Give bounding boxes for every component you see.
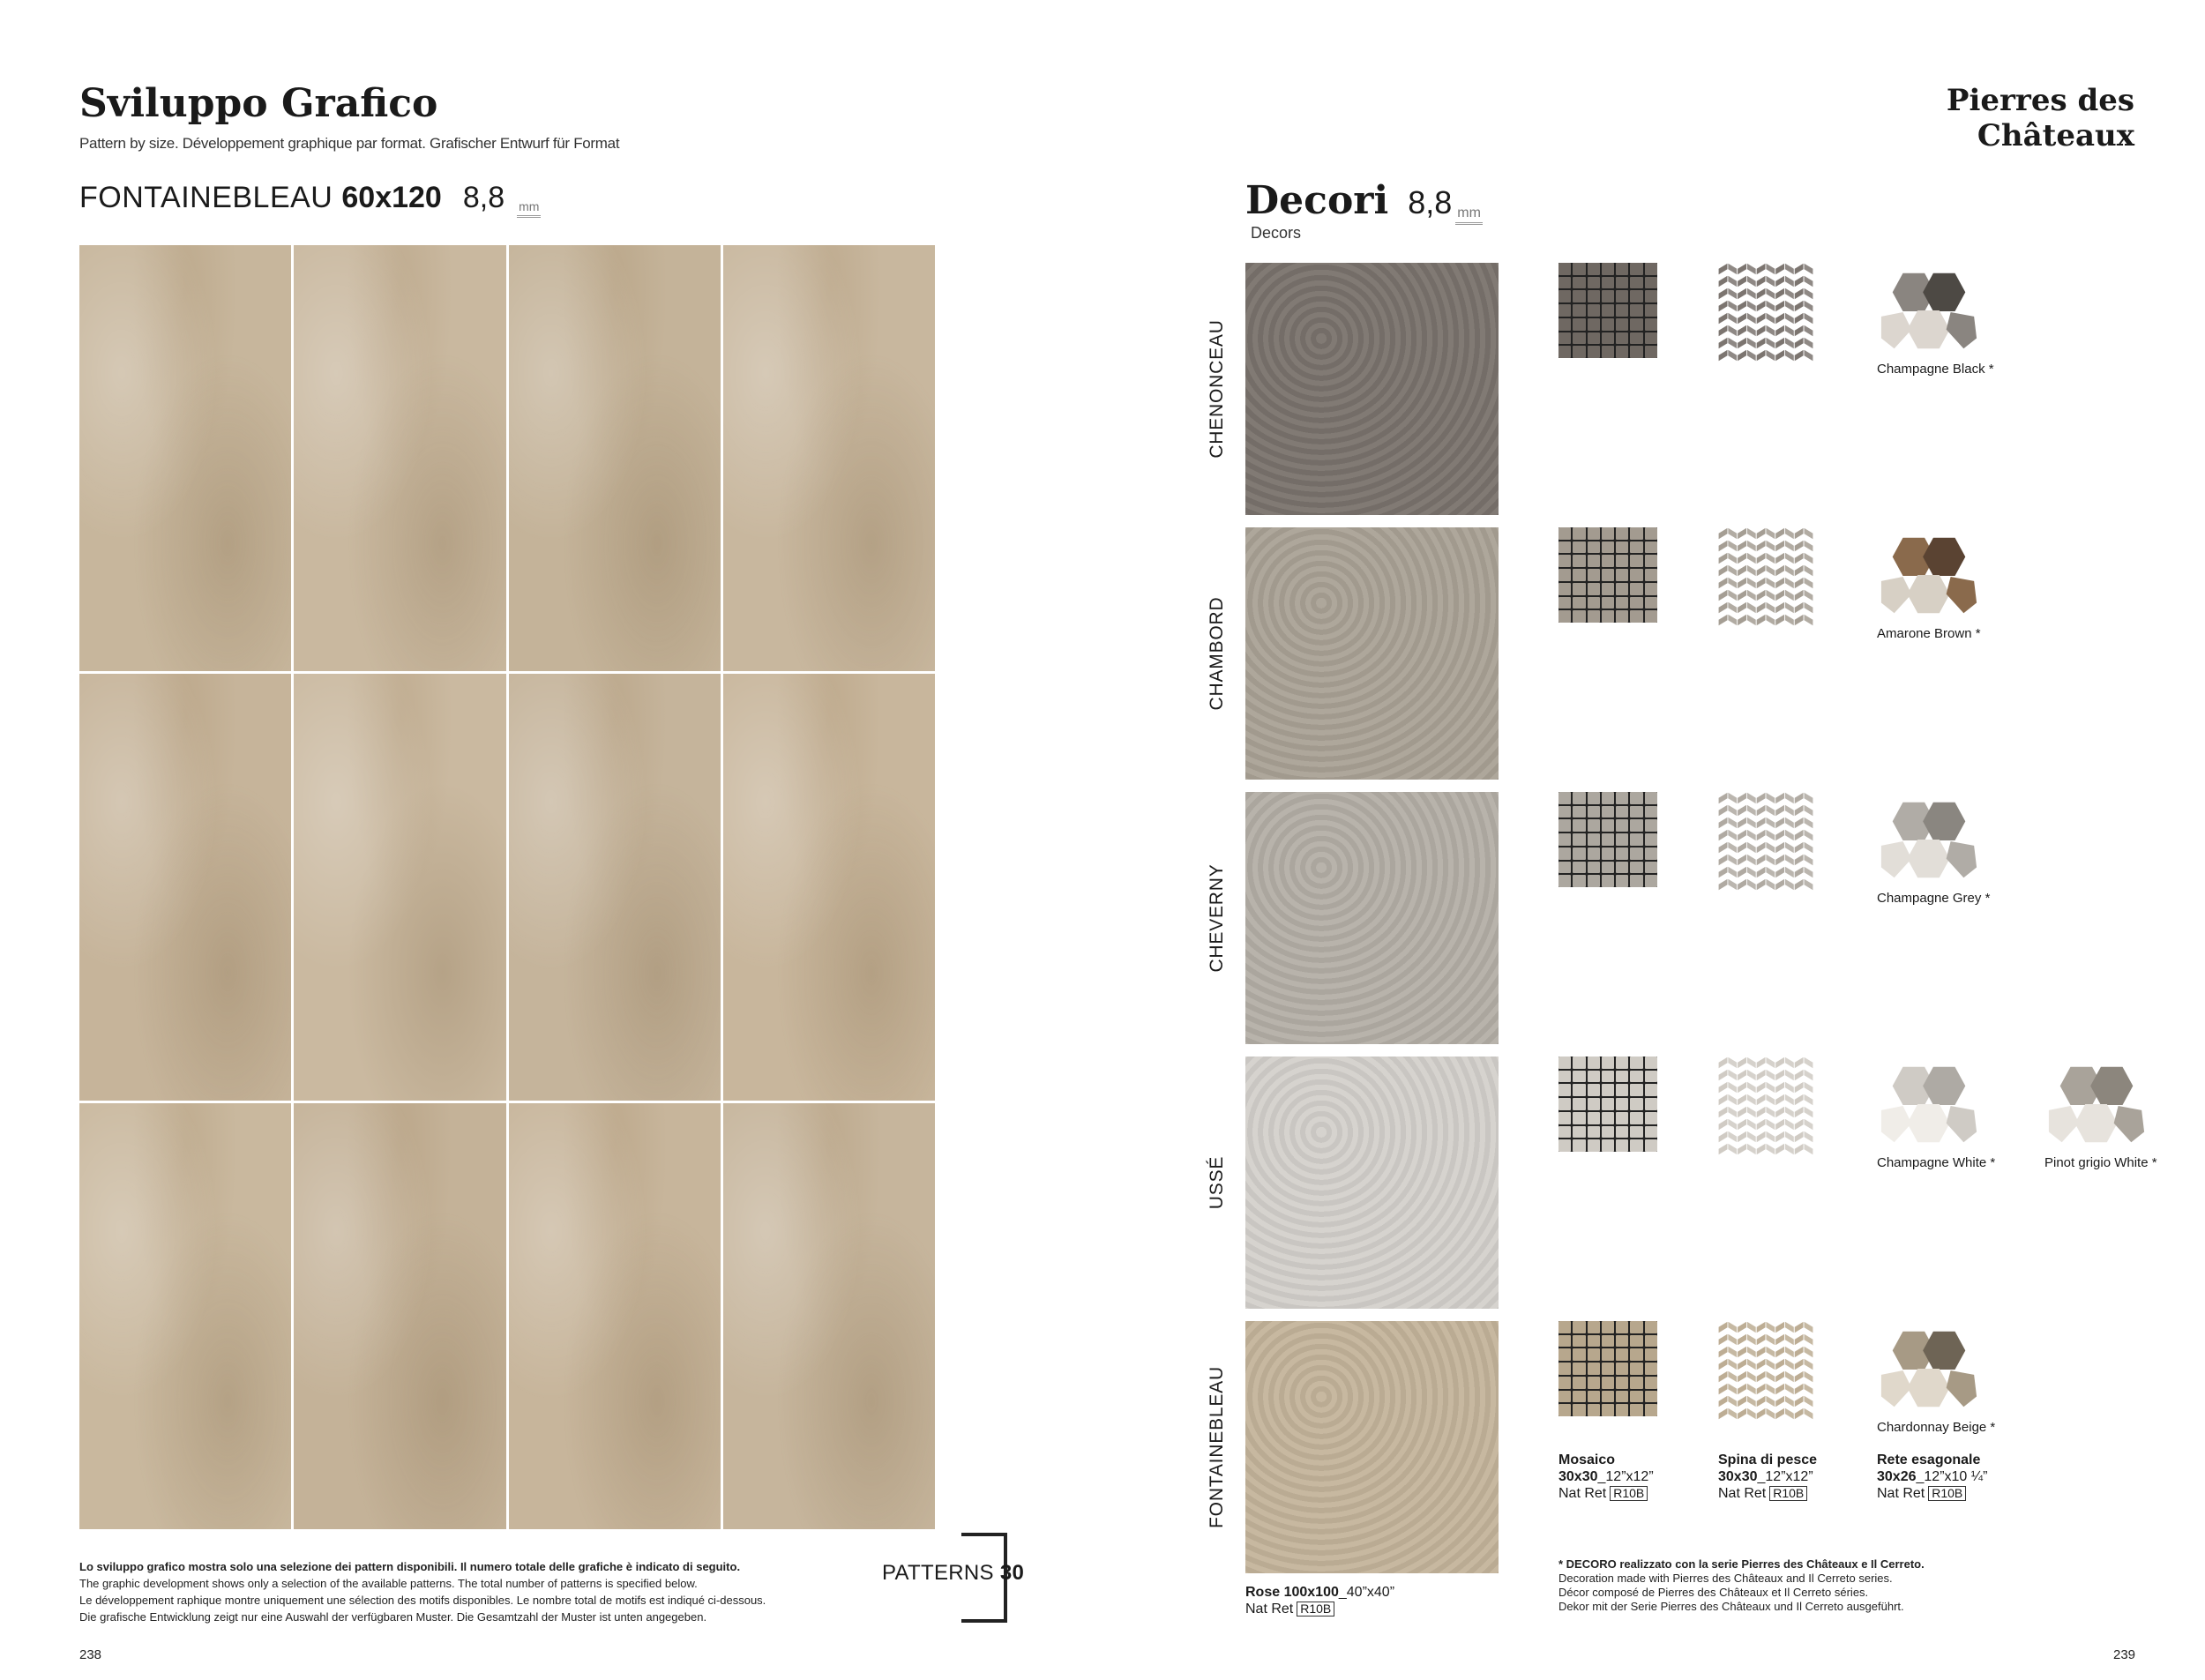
tile-slab xyxy=(723,245,935,671)
hex-caption: Champagne White * xyxy=(1877,1155,1996,1170)
rose-decor-tile xyxy=(1245,1321,1499,1573)
mosaico-swatch xyxy=(1558,263,1657,358)
tile-slab xyxy=(294,674,505,1100)
rose-inch: _40”x40” xyxy=(1338,1585,1395,1600)
rete-badge: R10B xyxy=(1928,1486,1966,1501)
spina-inch: _12”x12” xyxy=(1757,1469,1813,1484)
hex-caption: Chardonnay Beige * xyxy=(1877,1420,1996,1435)
row-label xyxy=(1191,1321,1244,1573)
hex-caption: Amarone Brown * xyxy=(1877,626,1981,641)
decor-note-line: Decoration made with Pierres des Châteaux and Il Cerreto series. xyxy=(1558,1572,1893,1585)
spina-finish: Nat Ret xyxy=(1718,1486,1767,1501)
mosaico-size: 30x30 xyxy=(1558,1469,1598,1484)
decori-thickness: 8,8 xyxy=(1408,184,1453,220)
product-size: 60x120 xyxy=(341,181,442,214)
tile-slab xyxy=(79,1103,291,1529)
hex-caption: Champagne Grey * xyxy=(1877,891,1991,906)
mosaico-swatch xyxy=(1558,1057,1657,1152)
rete-size: 30x26 xyxy=(1877,1469,1917,1484)
rose-name: Rose xyxy=(1245,1585,1281,1600)
decor-note xyxy=(1558,1557,2088,1614)
patterns-text: PATTERNS xyxy=(882,1561,994,1585)
spina-swatch xyxy=(1718,263,1813,362)
note-line: Die grafische Entwicklung zeigt nur eine Auswahl der verfügbaren Muster. Die Gesamtzahl der Muster ist unten angegeben. xyxy=(79,1610,707,1624)
spina-swatch xyxy=(1718,792,1813,891)
page-title: Sviluppo Grafico xyxy=(79,81,438,126)
patterns-label xyxy=(882,1561,1024,1586)
row-label xyxy=(1191,792,1244,1044)
rete-esagonale-swatch xyxy=(1877,797,1981,885)
note-line: Le développement raphique montre uniquement une sélection des motifs disponibles. Le nombre total de motifs est indiqué ci-dessous. xyxy=(79,1594,766,1607)
rete-esagonale-swatch xyxy=(1877,1326,1981,1415)
tile-slab xyxy=(79,674,291,1100)
mosaico-swatch xyxy=(1558,792,1657,887)
row-label-text: USSÉ xyxy=(1207,1155,1227,1210)
rose-finish: Nat Ret xyxy=(1245,1602,1294,1617)
note-bold: Lo sviluppo grafico mostra solo una selezione dei pattern disponibili. Il numero totale delle grafiche è indicato di seguito. xyxy=(79,1560,741,1573)
rete-esagonale-swatch xyxy=(2044,1062,2149,1150)
rete-esagonale-swatch xyxy=(1877,268,1981,356)
rete-spec xyxy=(1877,1452,1987,1502)
mosaico-spec xyxy=(1558,1452,1654,1502)
tile-slab xyxy=(509,674,721,1100)
tile-slab xyxy=(509,1103,721,1529)
pattern-note xyxy=(79,1558,873,1625)
spina-size: 30x30 xyxy=(1718,1469,1758,1484)
hex-caption: Champagne Black * xyxy=(1877,362,1994,377)
decori-heading xyxy=(1245,178,1483,223)
decori-title: Decori xyxy=(1245,178,1389,223)
rete-esagonale-swatch xyxy=(1877,533,1981,621)
rose-spec xyxy=(1245,1584,1394,1617)
tile-slab xyxy=(723,674,935,1100)
spina-swatch xyxy=(1718,1057,1813,1155)
spina-swatch xyxy=(1718,527,1813,626)
mosaico-swatch xyxy=(1558,527,1657,623)
decori-subtitle: Decors xyxy=(1251,224,1302,242)
rete-finish: Nat Ret xyxy=(1877,1486,1925,1501)
tile-pattern-grid xyxy=(79,245,935,1529)
spina-name: Spina di pesce xyxy=(1718,1452,1818,1467)
decori-thickness-unit: mm xyxy=(1455,207,1483,225)
tile-slab xyxy=(79,245,291,671)
tile-slab xyxy=(509,245,721,671)
page-number-right: 239 xyxy=(2113,1647,2136,1662)
thickness-value: 8,8 xyxy=(462,181,505,214)
row-label xyxy=(1191,527,1244,780)
mosaico-finish: Nat Ret xyxy=(1558,1486,1607,1501)
rete-name: Rete esagonale xyxy=(1877,1452,1981,1467)
rose-decor-tile xyxy=(1245,792,1499,1044)
decor-note-line: Dekor mit der Serie Pierres des Châteaux und Il Cerreto ausgeführt. xyxy=(1558,1600,1904,1613)
rose-badge: R10B xyxy=(1297,1602,1334,1617)
rose-size: 100x100 xyxy=(1283,1585,1339,1600)
rete-esagonale-swatch xyxy=(1877,1062,1981,1150)
mosaico-badge: R10B xyxy=(1610,1486,1648,1501)
rose-decor-tile xyxy=(1245,1057,1499,1309)
mosaico-name: Mosaico xyxy=(1558,1452,1616,1467)
decor-note-bold: * DECORO realizzato con la serie Pierres des Châteaux e Il Cerreto. xyxy=(1558,1557,1925,1571)
patterns-count-box xyxy=(875,1533,1025,1619)
page-number-left: 238 xyxy=(79,1647,102,1662)
thickness-unit: mm xyxy=(517,200,541,218)
tile-slab xyxy=(294,1103,505,1529)
product-name: FONTAINEBLEAU xyxy=(79,181,333,214)
spina-swatch xyxy=(1718,1321,1813,1420)
rete-inch: _12”x10 ¼” xyxy=(1916,1469,1988,1484)
spina-badge: R10B xyxy=(1769,1486,1807,1501)
collection-title: Pierres des Châteaux xyxy=(1946,83,2134,153)
mosaico-inch: _12”x12” xyxy=(1597,1469,1654,1484)
mosaico-swatch xyxy=(1558,1321,1657,1416)
page-subtitle: Pattern by size. Développement graphique par format. Grafischer Entwurf für Format xyxy=(79,135,620,152)
tile-slab xyxy=(294,245,505,671)
rose-decor-tile xyxy=(1245,527,1499,780)
note-line: The graphic development shows only a selection of the available patterns. The total number of patterns is specified below. xyxy=(79,1577,698,1590)
row-label-text: FONTAINEBLEAU xyxy=(1207,1366,1227,1528)
spina-spec xyxy=(1718,1452,1817,1502)
row-label xyxy=(1191,1057,1244,1309)
row-label-text: CHEVERNY xyxy=(1207,863,1227,973)
decor-note-line: Décor composé de Pierres des Châteaux et Il Cerreto séries. xyxy=(1558,1586,1869,1599)
product-heading xyxy=(79,181,541,215)
patterns-number: 30 xyxy=(999,1561,1025,1585)
row-label-text: CHENONCEAU xyxy=(1207,319,1227,459)
row-label xyxy=(1191,263,1244,515)
hex-caption: Pinot grigio White * xyxy=(2044,1155,2157,1170)
row-label-text: CHAMBORD xyxy=(1207,596,1227,711)
tile-slab xyxy=(723,1103,935,1529)
rose-decor-tile xyxy=(1245,263,1499,515)
